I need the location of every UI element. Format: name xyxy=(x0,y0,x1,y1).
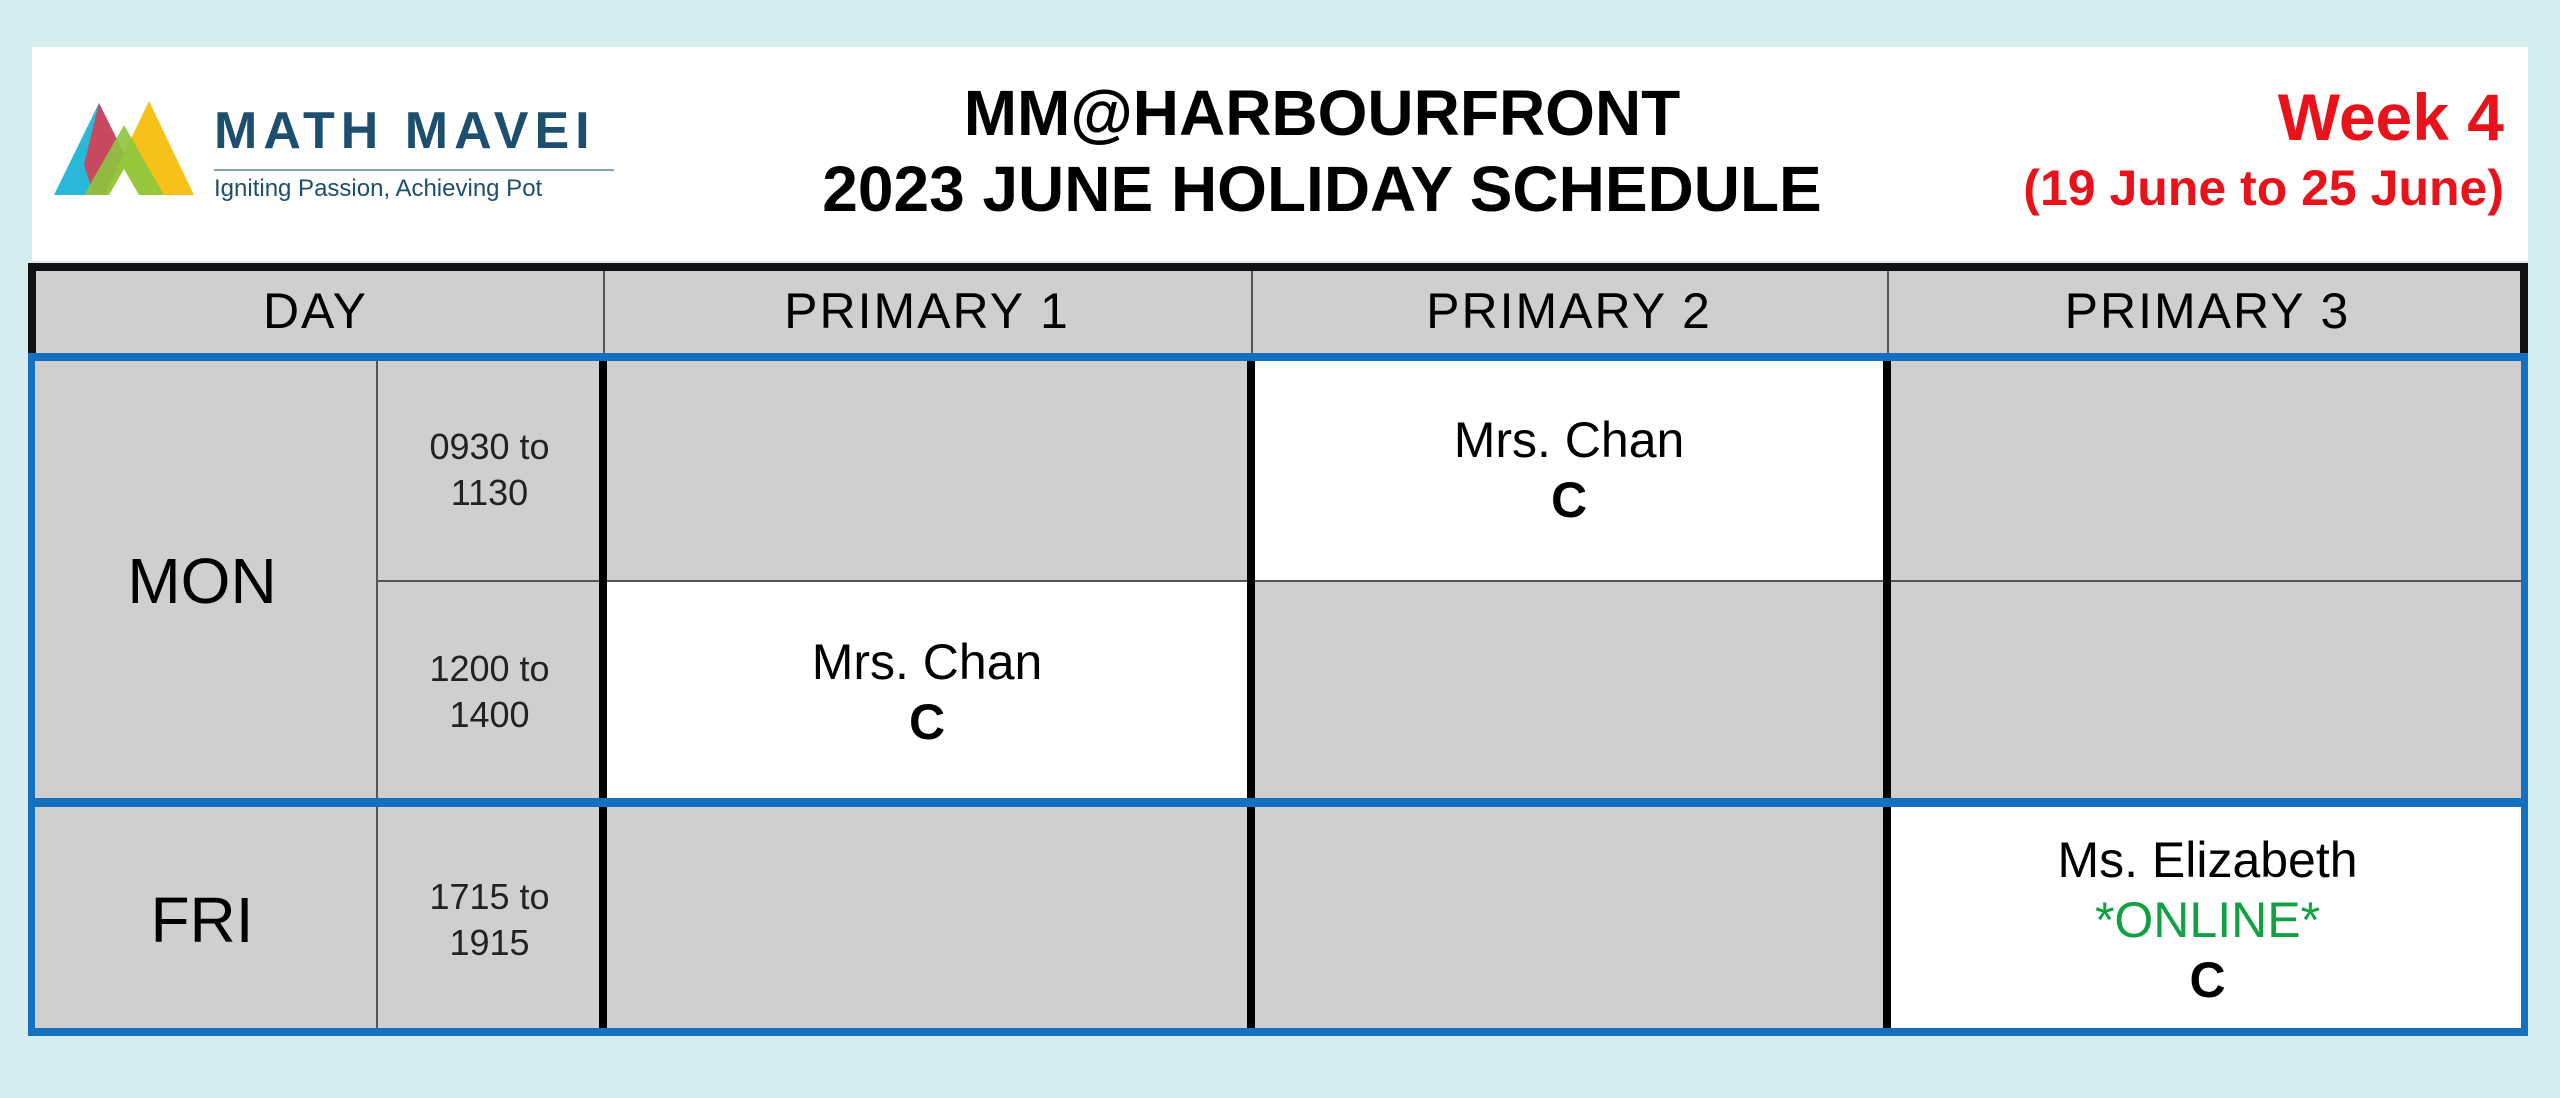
column-divider xyxy=(599,358,607,1036)
teacher-name: Ms. Elizabeth xyxy=(2057,831,2358,888)
class-cell-fri-1-primary-3[interactable] xyxy=(1887,803,2528,1036)
header-band xyxy=(32,47,2528,261)
schedule-table xyxy=(28,263,2528,1036)
class-cell-mon-1-primary-1 xyxy=(603,358,1251,581)
class-cell-mon-2-primary-1[interactable] xyxy=(603,581,1251,803)
header-border-left xyxy=(28,263,36,358)
time-slot-fri-1 xyxy=(376,803,603,1036)
column-divider xyxy=(1247,358,1255,1036)
grid-line xyxy=(1887,263,1889,358)
week-date-range: (19 June to 25 June) xyxy=(2023,160,2504,216)
page-title xyxy=(672,75,1972,227)
day-label-mon: MON xyxy=(28,358,376,803)
teacher-name: Mrs. Chan xyxy=(1453,411,1685,468)
class-cell-fri-1-primary-2 xyxy=(1251,803,1887,1036)
blue-border-bottom xyxy=(28,1028,2528,1036)
logo-tagline: Igniting Passion, Achieving Pot xyxy=(214,175,543,202)
online-note: *ONLINE* xyxy=(2094,891,2321,948)
blue-border-left xyxy=(28,353,35,1036)
grid-line xyxy=(376,358,378,1036)
class-cell-mon-2-primary-2 xyxy=(1251,581,1887,803)
time-start: 0930 to xyxy=(429,425,550,467)
class-code: C xyxy=(2189,951,2226,1008)
column-divider xyxy=(1883,358,1891,1036)
class-code: C xyxy=(1550,471,1588,528)
class-cell-fri-1-primary-1 xyxy=(603,803,1251,1036)
class-code: C xyxy=(908,694,946,750)
header-border-right xyxy=(2520,263,2528,358)
grid-line xyxy=(1251,263,1253,358)
week-label xyxy=(2023,77,2504,219)
class-cell-mon-1-primary-2[interactable] xyxy=(1251,358,1887,581)
day-label-fri: FRI xyxy=(28,803,376,1036)
blue-divider-header xyxy=(28,353,2528,361)
title-line-1: MM@HARBOURFRONT xyxy=(963,77,1681,149)
column-header-day: DAY xyxy=(28,263,603,358)
class-cell-mon-1-primary-3 xyxy=(1887,358,2528,581)
title-line-2: 2023 JUNE HOLIDAY SCHEDULE xyxy=(822,153,1822,225)
teacher-name: Mrs. Chan xyxy=(811,634,1043,690)
column-header-primary-2: PRIMARY 2 xyxy=(1251,263,1887,358)
blue-border-right xyxy=(2521,353,2528,1036)
time-slot-mon-2 xyxy=(376,581,603,803)
week-number: Week 4 xyxy=(2277,80,2504,154)
column-header-primary-3: PRIMARY 3 xyxy=(1887,263,2528,358)
header-border-top xyxy=(28,263,2528,271)
logo-mountain-icon xyxy=(54,95,204,205)
class-cell-mon-2-primary-3 xyxy=(1887,581,2528,803)
math-maven-logo xyxy=(54,95,614,215)
grid-line xyxy=(376,580,2528,582)
column-header-primary-1: PRIMARY 1 xyxy=(603,263,1251,358)
time-slot-mon-1 xyxy=(376,358,603,581)
logo-name: MATH MAVEI xyxy=(214,102,596,160)
logo-divider xyxy=(214,169,614,171)
time-end: 1400 xyxy=(449,694,530,735)
blue-divider-mon-fri xyxy=(28,798,2528,807)
time-start: 1200 to xyxy=(429,648,550,689)
time-end: 1130 xyxy=(450,471,529,513)
time-start: 1715 to xyxy=(429,875,550,917)
grid-line xyxy=(603,263,605,358)
time-end: 1915 xyxy=(449,921,530,963)
